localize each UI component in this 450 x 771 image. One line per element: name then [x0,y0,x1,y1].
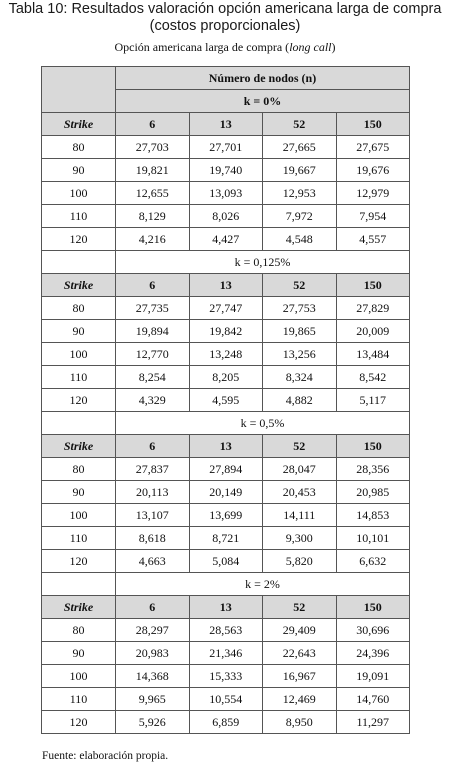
value-cell: 19,821 [116,159,190,182]
strike-header: Strike [42,113,116,136]
k-label: k = 0% [116,90,410,113]
value-cell: 20,149 [189,481,263,504]
value-cell: 6,859 [189,711,263,734]
value-cell: 4,216 [116,228,190,251]
value-cell: 28,563 [189,619,263,642]
strike-cell: 110 [42,527,116,550]
node-header: 52 [263,596,337,619]
node-header: 13 [189,596,263,619]
value-cell: 10,101 [336,527,410,550]
value-cell: 8,542 [336,366,410,389]
k-label: k = 0,5% [116,412,410,435]
k-row [42,251,410,274]
strike-cell: 100 [42,343,116,366]
value-cell: 19,842 [189,320,263,343]
value-cell: 27,747 [189,297,263,320]
strike-cell: 120 [42,389,116,412]
value-cell: 27,894 [189,458,263,481]
value-cell: 13,256 [263,343,337,366]
strike-header: Strike [42,274,116,297]
strike-header: Strike [42,435,116,458]
table-row [42,665,410,688]
strike-cell: 90 [42,481,116,504]
value-cell: 4,595 [189,389,263,412]
node-header: 150 [336,113,410,136]
strike-cell: 80 [42,458,116,481]
table-row [42,389,410,412]
subtitle-text: Opción americana larga de compra ( [114,40,290,54]
node-header: 52 [263,274,337,297]
table-row [42,205,410,228]
value-cell: 24,396 [336,642,410,665]
node-header: 6 [116,113,190,136]
value-cell: 7,954 [336,205,410,228]
value-cell: 30,696 [336,619,410,642]
strike-header-row [42,113,410,136]
value-cell: 5,820 [263,550,337,573]
value-cell: 6,632 [336,550,410,573]
value-cell: 13,107 [116,504,190,527]
strike-cell: 90 [42,159,116,182]
table-row [42,182,410,205]
value-cell: 14,853 [336,504,410,527]
value-cell: 27,701 [189,136,263,159]
node-header: 6 [116,435,190,458]
node-header: 6 [116,274,190,297]
blank-cell [42,573,116,596]
value-cell: 27,837 [116,458,190,481]
corner-cell [42,67,116,113]
k-row [42,573,410,596]
results-table [41,66,410,734]
node-header: 13 [189,113,263,136]
value-cell: 20,983 [116,642,190,665]
value-cell: 8,254 [116,366,190,389]
value-cell: 27,703 [116,136,190,159]
strike-cell: 90 [42,320,116,343]
nodes-header: Número de nodos (n) [116,67,410,90]
header-row-nodes [42,67,410,90]
k-label: k = 2% [116,573,410,596]
table-row [42,619,410,642]
value-cell: 15,333 [189,665,263,688]
value-cell: 14,111 [263,504,337,527]
strike-cell: 120 [42,550,116,573]
value-cell: 13,248 [189,343,263,366]
value-cell: 4,663 [116,550,190,573]
strike-cell: 110 [42,205,116,228]
value-cell: 29,409 [263,619,337,642]
strike-header-row [42,596,410,619]
value-cell: 8,205 [189,366,263,389]
value-cell: 12,953 [263,182,337,205]
value-cell: 19,865 [263,320,337,343]
node-header: 6 [116,596,190,619]
table-row [42,297,410,320]
strike-cell: 80 [42,136,116,159]
value-cell: 8,618 [116,527,190,550]
strike-cell: 120 [42,711,116,734]
node-header: 150 [336,274,410,297]
value-cell: 20,113 [116,481,190,504]
table-row [42,320,410,343]
value-cell: 19,667 [263,159,337,182]
value-cell: 4,329 [116,389,190,412]
caption-line-1: Tabla 10: Resultados valoración opción americana larga de compra [8,1,442,17]
caption-line-2: (costos proporcionales) [149,18,301,34]
value-cell: 27,829 [336,297,410,320]
node-header: 150 [336,596,410,619]
value-cell: 12,979 [336,182,410,205]
table-row [42,642,410,665]
value-cell: 28,356 [336,458,410,481]
value-cell: 27,735 [116,297,190,320]
strike-header-row [42,435,410,458]
value-cell: 12,655 [116,182,190,205]
table-row [42,711,410,734]
table-subtitle [0,40,450,54]
table-row [42,550,410,573]
strike-cell: 110 [42,366,116,389]
node-header: 13 [189,435,263,458]
table-row [42,136,410,159]
k-row [42,412,410,435]
subtitle-close: ) [331,40,336,54]
value-cell: 13,484 [336,343,410,366]
value-cell: 27,753 [263,297,337,320]
value-cell: 19,740 [189,159,263,182]
value-cell: 20,985 [336,481,410,504]
value-cell: 13,699 [189,504,263,527]
value-cell: 10,554 [189,688,263,711]
value-cell: 28,047 [263,458,337,481]
table-row [42,504,410,527]
value-cell: 14,760 [336,688,410,711]
blank-cell [42,251,116,274]
table-row [42,159,410,182]
strike-cell: 100 [42,504,116,527]
value-cell: 19,894 [116,320,190,343]
value-cell: 7,972 [263,205,337,228]
value-cell: 14,368 [116,665,190,688]
strike-cell: 90 [42,642,116,665]
strike-cell: 80 [42,619,116,642]
value-cell: 5,117 [336,389,410,412]
value-cell: 13,093 [189,182,263,205]
value-cell: 5,926 [116,711,190,734]
table-row [42,458,410,481]
value-cell: 19,091 [336,665,410,688]
k-label: k = 0,125% [116,251,410,274]
value-cell: 4,427 [189,228,263,251]
value-cell: 28,297 [116,619,190,642]
value-cell: 8,721 [189,527,263,550]
table-row [42,343,410,366]
value-cell: 19,676 [336,159,410,182]
table-row [42,366,410,389]
node-header: 52 [263,113,337,136]
value-cell: 9,300 [263,527,337,550]
value-cell: 12,469 [263,688,337,711]
value-cell: 12,770 [116,343,190,366]
value-cell: 8,950 [263,711,337,734]
value-cell: 27,675 [336,136,410,159]
node-header: 150 [336,435,410,458]
value-cell: 22,643 [263,642,337,665]
value-cell: 27,665 [263,136,337,159]
value-cell: 4,882 [263,389,337,412]
strike-cell: 110 [42,688,116,711]
strike-cell: 100 [42,665,116,688]
table-row [42,688,410,711]
value-cell: 5,084 [189,550,263,573]
strike-cell: 80 [42,297,116,320]
source-note: Fuente: elaboración propia. [42,750,169,762]
value-cell: 20,009 [336,320,410,343]
value-cell: 9,965 [116,688,190,711]
node-header: 52 [263,435,337,458]
blank-cell [42,412,116,435]
value-cell: 4,548 [263,228,337,251]
strike-header: Strike [42,596,116,619]
value-cell: 8,026 [189,205,263,228]
value-cell: 21,346 [189,642,263,665]
strike-header-row [42,274,410,297]
node-header: 13 [189,274,263,297]
table-row [42,527,410,550]
table-caption [0,1,450,35]
value-cell: 4,557 [336,228,410,251]
value-cell: 8,324 [263,366,337,389]
table-row [42,228,410,251]
value-cell: 8,129 [116,205,190,228]
strike-cell: 120 [42,228,116,251]
value-cell: 11,297 [336,711,410,734]
table-row [42,481,410,504]
value-cell: 20,453 [263,481,337,504]
value-cell: 16,967 [263,665,337,688]
subtitle-italic: long call [289,40,332,54]
strike-cell: 100 [42,182,116,205]
